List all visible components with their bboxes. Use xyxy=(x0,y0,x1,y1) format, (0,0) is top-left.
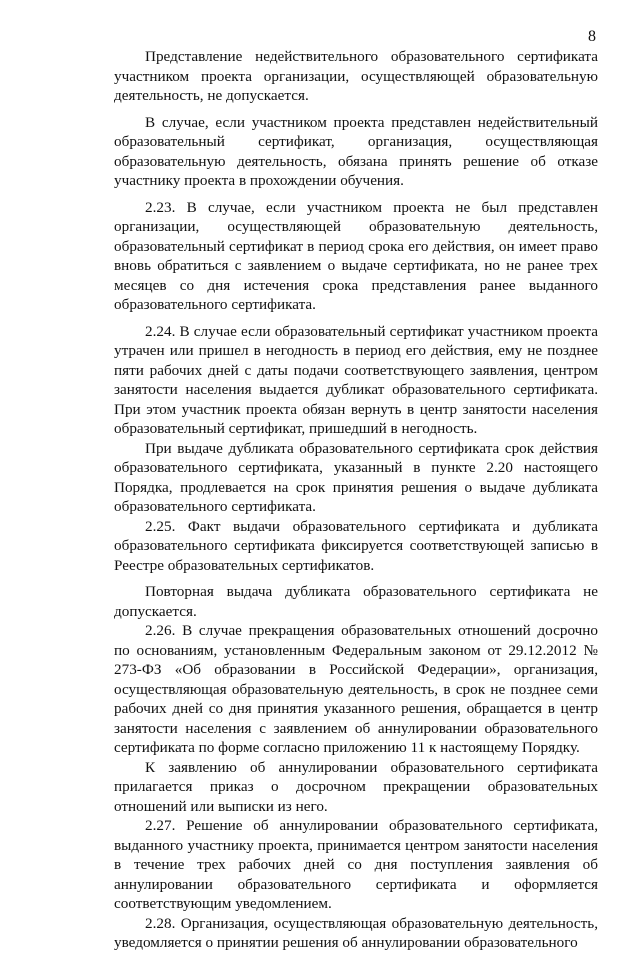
paragraph: 2.26. В случае прекращения образовательных отношений досрочно по основаниям, установленным Федеральным законом от 29.12.2012 № 273-ФЗ «Об образовании в Российской Федерации», организация, осуществляющая образовательную деятельность, в срок не позднее семи рабочих дней со дня принятия указанного решения, обращается в центр занятости населения с заявлением об аннулировании образовательного сертификата по форме согласно приложению 11 к настоящему Порядку. xyxy=(114,622,598,756)
paragraph: Повторная выдача дубликата образовательного сертификата не допускается. xyxy=(114,583,598,620)
paragraph: 2.24. В случае если образовательный сертификат участником проекта утрачен или пришел в негодность в период его действия, ему не позднее пяти рабочих дней с даты подачи соответствующего заявления, центром занятости населения выдается дубликат образовательного сертификата. При этом участник проекта обязан вернуть в центр занятости населения образовательный сертификат, пришедший в негодность. xyxy=(114,322,598,437)
paragraph: 2.25. Факт выдачи образовательного сертификата и дубликата образовательного сертификата фиксируется соответствующей записью в Реестре образовательных сертификатов. xyxy=(114,517,598,574)
paragraph: К заявлению об аннулировании образовательного сертификата прилагается приказ о досрочном прекращении образовательных отношений или выписки из него. xyxy=(114,758,598,815)
page-number: 8 xyxy=(588,28,596,45)
paragraph: Представление недействительного образовательного сертификата участником проекта организации, осуществляющей образовательную деятельность, не допускается. xyxy=(114,48,598,104)
paragraph: При выдаче дубликата образовательного сертификата срок действия образовательного сертификата, указанный в пункте 2.20 настоящего Порядка, продлевается на срок принятия решения о выдаче дубликата образовательного сертификата. xyxy=(114,439,598,515)
document-body xyxy=(114,47,598,953)
paragraph: 2.28. Организация, осуществляющая образовательную деятельность, уведомляется о принятии решения об аннулировании образовательного xyxy=(114,914,598,951)
paragraph: 2.23. В случае, если участником проекта не был представлен организации, осуществляющей образовательную деятельность, образовательный сертификат в период срока его действия, он имеет право вновь обратиться с заявлением о выдаче сертификата, но не ранее трех месяцев со дня истечения срока представления ранее выданного образовательного сертификата. xyxy=(114,198,598,313)
paragraph: 2.27. Решение об аннулировании образовательного сертификата, выданного участнику проекта, принимается центром занятости населения в течение трех рабочих дней со дня поступления заявления об аннулировании образовательного сертификата и оформляется соответствующим уведомлением. xyxy=(114,817,598,912)
paragraph: В случае, если участником проекта представлен недействительный образовательный сертификат, организация, осуществляющая образовательную деятельность, обязана принять решение об отказе участнику проекта в прохождении обучения. xyxy=(114,113,598,189)
